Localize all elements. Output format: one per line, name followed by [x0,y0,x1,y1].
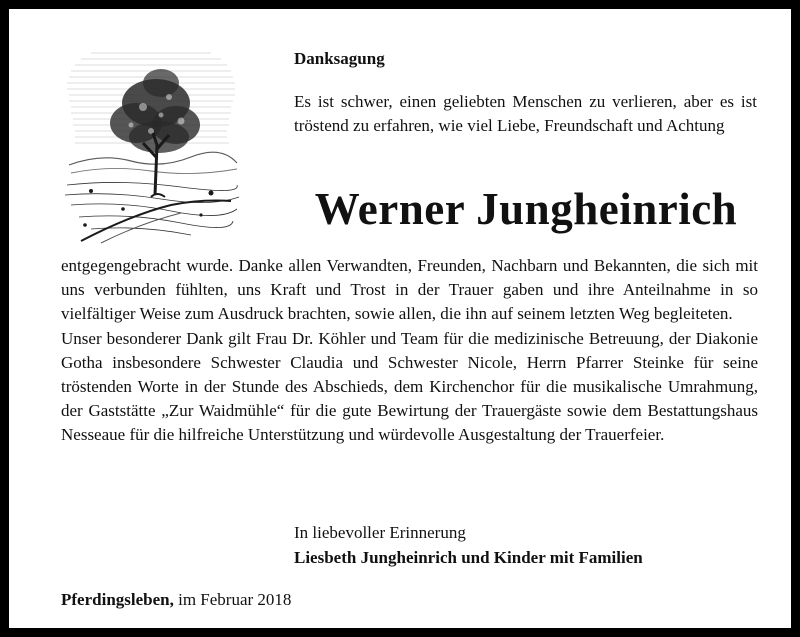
deceased-name: Werner Jungheinrich [314,184,738,234]
closing-line: In liebevoller Erinnerung [294,523,466,542]
signers: Liesbeth Jungheinrich und Kinder mit Familien [294,548,643,567]
closing-block [294,520,643,570]
body-paragraph: entgegengebracht wurde. Danke allen Verwandten, Freunden, Nachbarn und Bekannten, die sich mit uns verbunden fühlten, uns Kraft und Trost in der Trauer gaben und ihre Anteilnahme in so vielfältiger Weise zum Ausdruck brachten, sowie allen, die ihn auf seinem letzten Weg begleiteten. [61,256,758,324]
place-date [61,589,291,611]
body-paragraph: Unser besonderer Dank gilt Frau Dr. Köhler und Team für die medizinische Betreuung, der Diakonie Gotha insbesondere Schwester Claudia und Schwester Nicole, Herrn Pfarrer Steinke für seine tröstenden Worte in der Stunde des Abschieds, dem Kirchenchor für die musikalische Umrahmung, der Gaststätte „Zur Waidmühle“ für die gute Bewirtung der Trauergäste sowie dem Bestattungshaus Nesseaue für die hilfreiche Unterstützung und würdevolle Ausgestaltung der Trauerfeier. [61,328,758,445]
body-text [61,254,758,448]
notice-heading: Danksagung [294,49,385,68]
intro-text: Es ist schwer, einen geliebten Menschen zu verlieren, aber es ist tröstend zu erfahren, wie viel Liebe, Freundschaft und Achtung [294,92,757,135]
date: im Februar 2018 [178,590,292,609]
tree-landscape-illustration-icon [61,45,241,245]
place: Pferdingsleben, [61,590,174,609]
